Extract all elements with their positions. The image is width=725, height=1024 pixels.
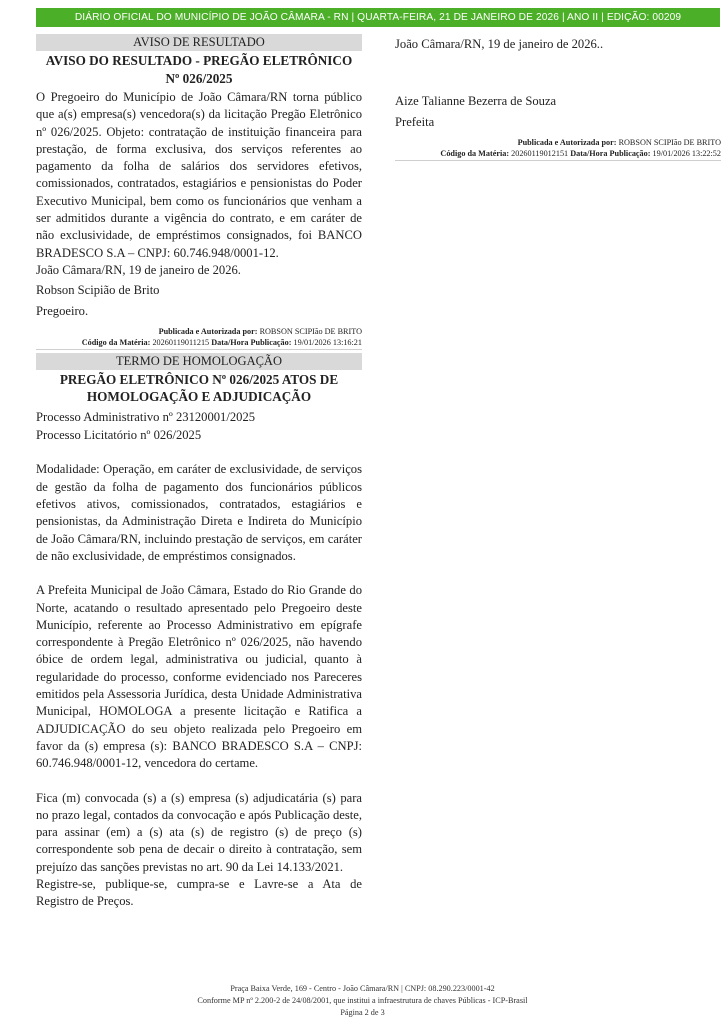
termo-title: PREGÃO ELETRÔNICO Nº 026/2025 ATOS DE HOMOLOGAÇÃO E ADJUDICAÇÃO bbox=[59, 371, 339, 405]
aviso-date: João Câmara/RN, 19 de janeiro de 2026. bbox=[36, 262, 241, 277]
termo-signer: Aize Talianne Bezerra de Souza bbox=[395, 94, 557, 109]
termo-register-paragraph: Registre-se, publique-se, cumpra-se e Lavre-se a Ata de Registro de Preços. bbox=[36, 876, 362, 909]
aviso-section-heading: AVISO DE RESULTADO bbox=[36, 34, 362, 51]
footer-page-number: Página 2 de 3 bbox=[340, 1008, 385, 1017]
termo-homologation-paragraph: A Prefeita Municipal de João Câmara, Estado do Rio Grande do Norte, acatando o resultado apresentado pelo Pregoeiro deste Município, referente ao Processo Administrativo em epígrafe correspondente à Pregão Eletrônico nº 026/2025, não havendo óbice de ordem legal, administrativa ou judicial, quanto à regularidade do processo, conforme evidenciado nos Pareceres emitidos pela Assessoria Jurídica, desta Unidade Administrativa Municipal, HOMOLOGA a presente licitação e Ratifica a ADJUDICAÇÃO do seu objeto realizada pelo Pregoeiro em favor da (s) empresa (s): BANCO BRADESCO S.A – CNPJ: 60.746.948/0001-12, vencedora do certame. bbox=[36, 583, 362, 771]
aviso-signer: Robson Scipião de Brito bbox=[36, 283, 160, 298]
right-column bbox=[395, 34, 721, 161]
left-column bbox=[36, 34, 362, 911]
termo-date: João Câmara/RN, 19 de janeiro de 2026.. bbox=[395, 37, 604, 51]
aviso-title: AVISO DO RESULTADO - PREGÃO ELETRÔNICO Nº 026/2025 bbox=[45, 53, 353, 86]
termo-publication-info: Publicada e Autorizada por: ROBSON SCIPIão DE BRITO Código da Matéria: 20260119012151 Data/Hora Publicação: 19/01/2026 13:22:52 bbox=[395, 137, 721, 161]
termo-role: Prefeita bbox=[395, 114, 435, 129]
footer-address: Praça Baixa Verde, 169 - Centro - João Câmara/RN | CNPJ: 08.290.223/0001-42 bbox=[230, 984, 495, 993]
termo-convocation-paragraph: Fica (m) convocada (s) a (s) empresa (s) adjudicatária (s) para no prazo legal, contados da convocação e após Publicação deste, para assinar (em) a (s) ata (s) de registro (s) de preço (s) correspondente sob pena de decair o direito à contratação, sem prejuízo das sanções previstas no art. 90 da Lei 14.133/2021. bbox=[36, 790, 362, 874]
termo-section-heading: TERMO DE HOMOLOGAÇÃO bbox=[36, 353, 362, 370]
termo-modalidade: Modalidade: Operação, em caráter de exclusividade, de serviços de gestão da folha de pagamento dos funcionários públicos efetivos ativos, comissionados, contratados, estagiários e pensionistas, da Administração Direta e Indireta do Município de João Câmara/RN, incluindo prestação de serviços, em caráter de não exclusividade, de empréstimos consignados. bbox=[36, 462, 362, 563]
termo-process-licit: Processo Licitatório nº 026/2025 bbox=[36, 428, 202, 443]
aviso-role: Pregoeiro. bbox=[36, 303, 89, 318]
termo-process-admin: Processo Administrativo nº 23120001/2025 bbox=[36, 409, 256, 424]
gazette-header-bar: DIÁRIO OFICIAL DO MUNICÍPIO DE JOÃO CÂMARA - RN | QUARTA-FEIRA, 21 DE JANEIRO DE 2026 | ANO II | EDIÇÃO: 00209 bbox=[36, 8, 720, 27]
aviso-publication-info: Publicada e Autorizada por: ROBSON SCIPIão DE BRITO Código da Matéria: 20260119011215 Data/Hora Publicação: 19/01/2026 13:16:21 bbox=[36, 326, 362, 350]
footer-legal: Conforme MP nº 2.200-2 de 24/08/2001, que institui a infraestrutura de chaves Públicas - ICP-Brasil bbox=[197, 996, 528, 1005]
aviso-body: O Pregoeiro do Município de João Câmara/RN torna público que a(s) empresa(s) vencedora(s) da licitação Pregão Eletrônico nº 026/2025. Objeto: contratação de instituição financeira para prestação, de forma exclusiva, dos serviços referentes ao pagamento da folha de salários dos servidores efetivos, comissionados, contratados, estagiários e pensionistas do Poder Executivo Municipal, bem como os funcionários que venham a ser admitidos durante a vigência do contrato, e em caráter de não exclusividade, de empréstimos consignados, foi BANCO BRADESCO S.A – CNPJ: 60.746.948/0001-12. bbox=[36, 90, 362, 260]
